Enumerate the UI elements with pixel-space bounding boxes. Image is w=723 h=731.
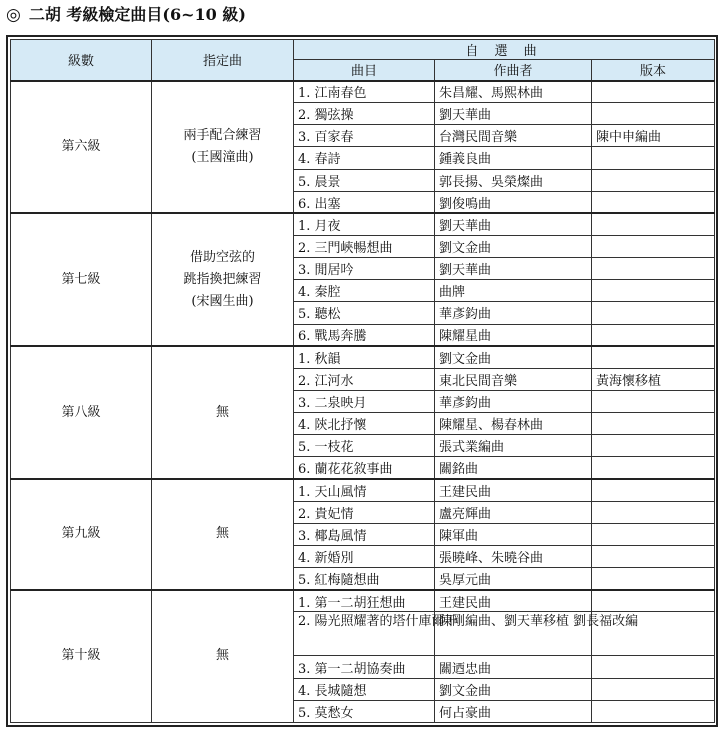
piece-title-cell: 4. 新婚別 bbox=[294, 545, 435, 567]
table-body bbox=[11, 81, 715, 723]
required-piece-cell bbox=[152, 590, 294, 723]
piece-composer-cell: 劉文金曲 bbox=[435, 346, 592, 368]
piece-composer-cell: 關迺忠曲 bbox=[435, 656, 592, 678]
piece-composer-cell: 劉天華曲 bbox=[435, 103, 592, 125]
required-piece-line: 借助空弦的 bbox=[189, 249, 255, 265]
required-piece-cell bbox=[152, 213, 294, 346]
header-piece: 曲目 bbox=[294, 60, 435, 81]
piece-title-cell: 5. 紅梅隨想曲 bbox=[294, 568, 435, 590]
piece-title-cell: 3. 百家春 bbox=[294, 125, 435, 147]
piece-version-cell bbox=[592, 302, 715, 324]
header-required: 指定曲 bbox=[152, 40, 294, 81]
piece-title-cell: 5. 晨景 bbox=[294, 169, 435, 191]
piece-version-cell bbox=[592, 413, 715, 435]
piece-version-cell bbox=[592, 656, 715, 678]
piece-version-cell bbox=[592, 545, 715, 567]
required-piece-line: 跳指換把練習 bbox=[183, 271, 262, 287]
piece-composer-cell: 陳剛編曲、劉天華移植 劉長福改編 bbox=[435, 612, 592, 656]
piece-composer-cell: 朱昌耀、馬熙林曲 bbox=[435, 81, 592, 103]
piece-title-cell: 5. 莫愁女 bbox=[294, 700, 435, 722]
piece-title-cell: 1. 天山風情 bbox=[294, 479, 435, 501]
piece-version-cell bbox=[592, 169, 715, 191]
required-piece-line: (宋國生曲) bbox=[191, 293, 254, 309]
piece-version-cell bbox=[592, 346, 715, 368]
piece-version-cell bbox=[592, 479, 715, 501]
piece-composer-cell: 劉天華曲 bbox=[435, 258, 592, 280]
level-cell: 第十級 bbox=[11, 590, 152, 723]
piece-title-cell: 3. 第一二胡協奏曲 bbox=[294, 656, 435, 678]
piece-title-cell: 1. 秋韻 bbox=[294, 346, 435, 368]
header-level: 級數 bbox=[11, 40, 152, 81]
header-composer: 作曲者 bbox=[435, 60, 592, 81]
required-piece-line: (王國潼曲) bbox=[191, 149, 254, 165]
piece-title-cell: 2. 陽光照耀著的塔什庫爾干 bbox=[294, 612, 435, 656]
piece-composer-cell: 劉文金曲 bbox=[435, 235, 592, 257]
level-cell: 第七級 bbox=[11, 213, 152, 346]
piece-version-cell bbox=[592, 501, 715, 523]
piece-version-cell bbox=[592, 258, 715, 280]
piece-version-cell bbox=[592, 213, 715, 235]
piece-title-cell: 4. 秦腔 bbox=[294, 280, 435, 302]
table-row bbox=[11, 479, 715, 501]
piece-composer-cell: 華彥鈞曲 bbox=[435, 302, 592, 324]
piece-composer-cell: 鍾義良曲 bbox=[435, 147, 592, 169]
piece-composer-cell: 關銘曲 bbox=[435, 457, 592, 479]
piece-version-cell: 黃海懷移植 bbox=[592, 368, 715, 390]
required-piece-line: 兩手配合練習 bbox=[183, 127, 262, 143]
piece-version-cell bbox=[592, 700, 715, 722]
piece-version-cell bbox=[592, 81, 715, 103]
piece-title-cell: 4. 長城隨想 bbox=[294, 678, 435, 700]
piece-title-cell: 6. 戰馬奔騰 bbox=[294, 324, 435, 346]
table-header-row bbox=[11, 40, 715, 60]
piece-composer-cell: 張曉峰、朱曉谷曲 bbox=[435, 545, 592, 567]
piece-version-cell bbox=[592, 103, 715, 125]
piece-composer-cell: 吳厚元曲 bbox=[435, 568, 592, 590]
piece-composer-cell: 盧亮輝曲 bbox=[435, 501, 592, 523]
piece-title-cell: 6. 出塞 bbox=[294, 191, 435, 213]
page-title-text: 二胡 考級檢定曲目(6~10 級) bbox=[28, 5, 246, 24]
piece-title-cell: 2. 獨弦操 bbox=[294, 103, 435, 125]
required-piece-cell bbox=[152, 81, 294, 214]
piece-title-cell: 3. 閒居吟 bbox=[294, 258, 435, 280]
level-cell: 第八級 bbox=[11, 346, 152, 479]
table-row bbox=[11, 213, 715, 235]
piece-title-cell: 1. 江南春色 bbox=[294, 81, 435, 103]
piece-composer-cell: 台灣民間音樂 bbox=[435, 125, 592, 147]
piece-title-cell: 3. 二泉映月 bbox=[294, 390, 435, 412]
required-piece-line: 無 bbox=[215, 526, 229, 542]
page-title bbox=[6, 4, 246, 26]
piece-composer-cell: 東北民間音樂 bbox=[435, 368, 592, 390]
piece-composer-cell: 陳軍曲 bbox=[435, 523, 592, 545]
piece-version-cell bbox=[592, 568, 715, 590]
piece-title-cell: 5. 一枝花 bbox=[294, 435, 435, 457]
table-row bbox=[11, 346, 715, 368]
piece-composer-cell: 張式業編曲 bbox=[435, 435, 592, 457]
piece-version-cell bbox=[592, 324, 715, 346]
piece-version-cell bbox=[592, 523, 715, 545]
piece-composer-cell: 陳耀星曲 bbox=[435, 324, 592, 346]
piece-title-cell: 4. 春詩 bbox=[294, 147, 435, 169]
piece-composer-cell: 王建民曲 bbox=[435, 590, 592, 612]
piece-title-cell: 2. 江河水 bbox=[294, 368, 435, 390]
level-cell: 第六級 bbox=[11, 81, 152, 214]
piece-composer-cell: 何占豪曲 bbox=[435, 700, 592, 722]
piece-composer-cell: 劉俊鳴曲 bbox=[435, 191, 592, 213]
piece-version-cell bbox=[592, 147, 715, 169]
piece-title-cell: 1. 第一二胡狂想曲 bbox=[294, 590, 435, 612]
piece-version-cell bbox=[592, 235, 715, 257]
piece-title-cell: 1. 月夜 bbox=[294, 213, 435, 235]
table-row bbox=[11, 590, 715, 612]
piece-title-cell: 6. 蘭花花敘事曲 bbox=[294, 457, 435, 479]
required-piece-line: 無 bbox=[215, 648, 229, 664]
piece-title-cell: 4. 陝北抒懷 bbox=[294, 413, 435, 435]
required-piece-cell bbox=[152, 479, 294, 590]
table-row bbox=[11, 81, 715, 103]
piece-title-cell: 2. 三門峽暢想曲 bbox=[294, 235, 435, 257]
piece-version-cell bbox=[592, 390, 715, 412]
piece-version-cell bbox=[592, 590, 715, 612]
piece-composer-cell: 王建民曲 bbox=[435, 479, 592, 501]
piece-version-cell: 陳中申編曲 bbox=[592, 125, 715, 147]
piece-version-cell bbox=[592, 457, 715, 479]
piece-composer-cell: 陳耀星、楊春林曲 bbox=[435, 413, 592, 435]
piece-version-cell bbox=[592, 435, 715, 457]
piece-title-cell: 3. 椰島風情 bbox=[294, 523, 435, 545]
piece-composer-cell: 劉天華曲 bbox=[435, 213, 592, 235]
header-version: 版本 bbox=[592, 60, 715, 81]
header-elective: 自 選 曲 bbox=[294, 40, 715, 60]
piece-title-cell: 5. 聽松 bbox=[294, 302, 435, 324]
exam-table-frame bbox=[6, 35, 718, 727]
piece-composer-cell: 郭長揚、吳榮燦曲 bbox=[435, 169, 592, 191]
piece-version-cell bbox=[592, 280, 715, 302]
required-piece-line: 無 bbox=[215, 404, 229, 420]
piece-version-cell bbox=[592, 678, 715, 700]
exam-pieces-table bbox=[10, 39, 715, 723]
piece-version-cell bbox=[592, 191, 715, 213]
piece-title-cell: 2. 貴妃情 bbox=[294, 501, 435, 523]
level-cell: 第九級 bbox=[11, 479, 152, 590]
required-piece-cell bbox=[152, 346, 294, 479]
piece-composer-cell: 華彥鈞曲 bbox=[435, 390, 592, 412]
piece-composer-cell: 劉文金曲 bbox=[435, 678, 592, 700]
double-circle-icon: ◎ bbox=[6, 5, 21, 25]
piece-composer-cell: 曲牌 bbox=[435, 280, 592, 302]
